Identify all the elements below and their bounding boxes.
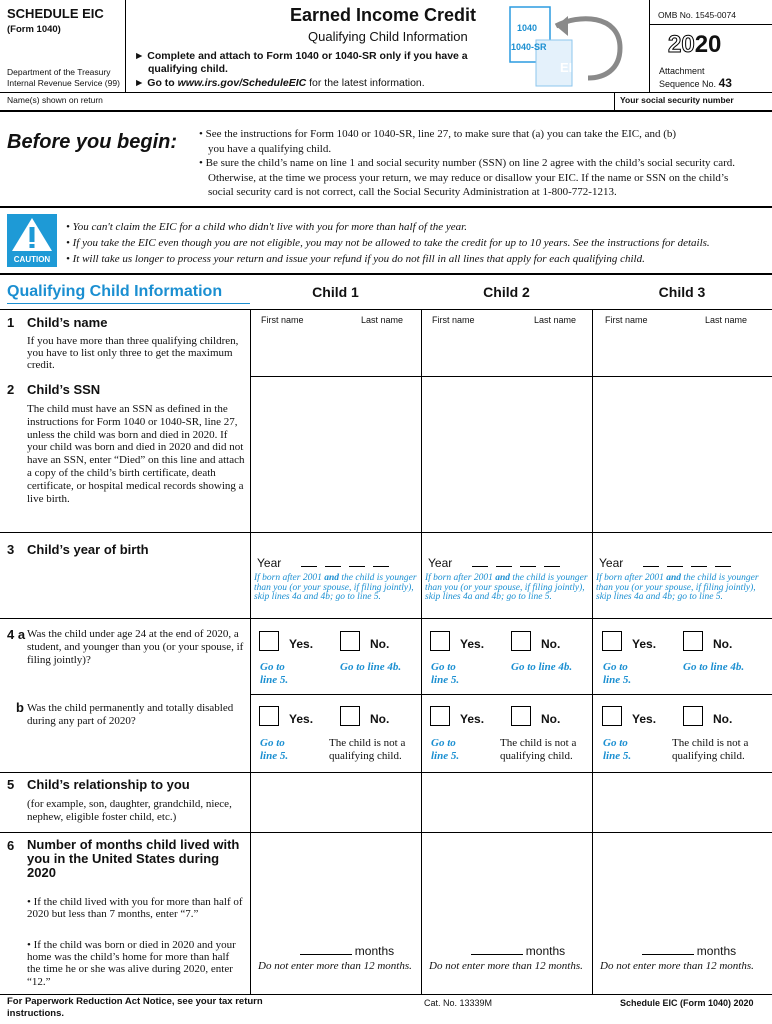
child-2-4b-no-label: No. (541, 712, 561, 726)
child-3-name-field[interactable]: First name Last name (605, 315, 748, 325)
child-3-4b-not-qualifying: The child is not a qualifying child. (672, 737, 749, 762)
child-1-4a-yes-label: Yes. (289, 637, 314, 651)
line-5-title: Child’s relationship to you (27, 777, 190, 792)
caution-text: • You can't claim the EIC for a child who didn't live with you for more than half of the year. • If you take the EIC even though you are not eligible, you may not be allowed to take the credit for up to 10 years. See the instructions for details. • It will take us longer to process your return and issue your refund if you do not fill in all lines that apply for each qualifying child. (66, 221, 710, 265)
irs-link[interactable]: www.irs.gov/ScheduleEIC (177, 77, 307, 89)
child-2-4b-not-qualifying: The child is not a qualifying child. (500, 737, 577, 762)
line-3-number: 3 (7, 542, 15, 557)
sequence-label: Sequence No. 43 (659, 76, 732, 90)
line-6-title: Number of months child lived with you in the United States during 2020 (27, 837, 240, 880)
child-3-header: Child 3 (658, 284, 706, 300)
child-3-4a-no-label: No. (713, 637, 733, 651)
line-6-bullet-2: • If the child was born or died in 2020 and your home was the child’s home for more than half the time he or she was alive during 2020, enter “12.” (27, 939, 236, 988)
attach-instruction-cont: qualifying child. (148, 63, 228, 75)
child-3-ssn-field[interactable] (593, 377, 772, 532)
line-4b-description: Was the child permanently and totally disabled during any part of 2020? (27, 702, 234, 727)
child-1-4b-not-qualifying: The child is not a qualifying child. (329, 737, 406, 762)
child-1-4a-yes-goto: Go to line 5. (260, 661, 289, 686)
footer-form-reference: Schedule EIC (Form 1040) 2020 (620, 998, 754, 1008)
child-2-relationship-field[interactable] (422, 773, 592, 832)
child-3-4b-yes-checkbox[interactable] (602, 706, 622, 726)
child-1-4b-yes-checkbox[interactable] (259, 706, 279, 726)
line-6-bullet-1: • If the child lived with you for more than half of 2020 but less than 7 months, enter “7.” (27, 896, 243, 921)
line-1-number: 1 (7, 315, 15, 330)
line-5-number: 5 (7, 777, 15, 792)
website-instruction: ► Go to www.irs.gov/ScheduleEIC for the latest information. (134, 77, 425, 89)
child-3-year-input[interactable] (643, 557, 739, 570)
form-number: (Form 1040) (7, 24, 61, 35)
child-2-4a-no-label: No. (541, 637, 561, 651)
line-4a-description: Was the child under age 24 at the end of 2020, a student, and younger than you (or your spouse, if filing jointly)? (27, 628, 244, 666)
child-1-4a-yes-checkbox[interactable] (259, 631, 279, 651)
child-2-header: Child 2 (483, 284, 530, 300)
child-3-months-field[interactable]: months (642, 944, 736, 958)
line-5-description: (for example, son, daughter, grandchild, niece, nephew, eligible foster child, etc.) (27, 798, 232, 823)
child-2-4b-yes-label: Yes. (460, 712, 485, 726)
paperwork-notice: For Paperwork Reduction Act Notice, see your tax return instructions. (7, 996, 263, 1019)
line-4b-number: b (16, 700, 24, 715)
child-2-name-field[interactable]: First name Last name (432, 315, 577, 325)
names-on-return-field[interactable] (125, 93, 613, 109)
form-1040-icon-label: 1040 (517, 23, 538, 33)
child-1-months-field[interactable]: months (300, 944, 394, 958)
line-2-title: Child’s SSN (27, 382, 101, 397)
child-1-header: Child 1 (312, 284, 359, 300)
names-on-return-label: Name(s) shown on return (7, 95, 103, 105)
child-2-4a-no-goto: Go to line 4b. (511, 661, 573, 673)
eic-icon-label: EIC (560, 60, 582, 75)
child-1-born-after-note: If born after 2001 and the child is younger than you (or your spouse, if filing jointly), skip lines 4a and 4b; go to line 5. (254, 573, 417, 602)
child-3-4a-no-goto: Go to line 4b. (683, 661, 745, 673)
caution-badge: CAUTION (7, 214, 57, 267)
child-1-year-input[interactable] (301, 557, 397, 570)
child-2-4a-yes-checkbox[interactable] (430, 631, 450, 651)
child-2-year-input[interactable] (472, 557, 568, 570)
child-3-4b-no-label: No. (713, 712, 733, 726)
child-3-4b-no-checkbox[interactable] (683, 706, 703, 726)
child-2-4b-no-checkbox[interactable] (511, 706, 531, 726)
child-3-born-after-note: If born after 2001 and the child is younger than you (or your spouse, if filing jointly), skip lines 4a and 4b; go to line 5. (596, 573, 759, 602)
line-1-description: If you have more than three qualifying children, you have to list only three to get the maximum credit. (27, 335, 239, 371)
child-1-birth-year: Year If born after 2001 and the child is younger than you (or your spouse, if filing jointly), skip lines 4a and 4b; go to line 5. (251, 533, 421, 618)
catalog-number: Cat. No. 13339M (424, 998, 493, 1008)
agency: Internal Revenue Service (99) (7, 78, 120, 88)
child-1-4b-no-checkbox[interactable] (340, 706, 360, 726)
child-3-birth-year: Year If born after 2001 and the child is younger than you (or your spouse, if filing jointly), skip lines 4a and 4b; go to line 5. (593, 533, 772, 618)
form-title: Earned Income Credit (290, 5, 477, 25)
child-2-ssn-field[interactable] (422, 377, 592, 532)
child-1-4a-no-label: No. (370, 637, 390, 651)
tax-year: 2020 (668, 31, 722, 58)
attach-instruction: ► Complete and attach to Form 1040 or 1040-SR only if you have a (134, 50, 468, 62)
line-6-number: 6 (7, 838, 15, 853)
schedule-name: SCHEDULE EIC (7, 6, 104, 21)
line-1-title: Child’s name (27, 315, 108, 330)
line-2-number: 2 (7, 382, 15, 397)
child-3-4a-yes-checkbox[interactable] (602, 631, 622, 651)
before-you-begin-heading: Before you begin: (7, 131, 178, 153)
qualifying-child-heading: Qualifying Child Information (7, 283, 223, 300)
child-1-name-field[interactable]: First name Last name (261, 315, 404, 325)
before-you-begin-notes: • See the instructions for Form 1040 or 1040-SR, line 27, to make sure that (a) you can take the EIC, and (b) you have a qualifying child. • Be sure the child’s name on line 1 and social security number (SSN) on line 2 agree with the child’s social security card. Otherwise, at the time we process your return, we may reduce or disallow your EIC. If the name or SSN on the child’s social security card is not correct, call the Social Security Administration at 1-800-772-1213. (199, 128, 735, 198)
child-3-months-note: Do not enter more than 12 months. (600, 960, 754, 972)
child-2-months-field[interactable]: months (471, 944, 565, 958)
child-3-4a-yes-goto: Go to line 5. (603, 661, 632, 686)
child-2-4b-yes-checkbox[interactable] (430, 706, 450, 726)
form-subtitle: Qualifying Child Information (308, 29, 468, 44)
child-1-4b-yes-label: Yes. (289, 712, 314, 726)
line-4a-number: 4 a (7, 627, 26, 642)
child-3-4a-no-checkbox[interactable] (683, 631, 703, 651)
child-1-4a-no-goto: Go to line 4b. (340, 661, 402, 673)
attachment-label: Attachment (659, 66, 705, 76)
department: Department of the Treasury (7, 67, 111, 77)
child-3-4b-yes-goto: Go to line 5. (603, 737, 632, 762)
child-2-birth-year: Year If born after 2001 and the child is younger than you (or your spouse, if filing jointly), skip lines 4a and 4b; go to line 5. (422, 533, 592, 618)
form-1040sr-icon-label: 1040-SR (511, 42, 547, 52)
line-2-description: The child must have an SSN as defined in the instructions for Form 1040 or 1040-SR, line 27, unless the child was born and died in 2020. If your child was born and died in 2020 and did not have an SSN, enter “Died” on this line and attach a copy of the child’s birth certificate, death certificate, or hospital medical records showing a live birth. (27, 403, 245, 505)
warning-triangle-icon (7, 214, 57, 254)
child-2-4a-yes-goto: Go to line 5. (431, 661, 460, 686)
child-1-ssn-field[interactable] (251, 377, 421, 532)
child-2-4a-yes-label: Yes. (460, 637, 485, 651)
child-1-4a-no-checkbox[interactable] (340, 631, 360, 651)
child-1-4b-yes-goto: Go to line 5. (260, 737, 289, 762)
child-1-months-note: Do not enter more than 12 months. (258, 960, 412, 972)
child-2-4b-yes-goto: Go to line 5. (431, 737, 460, 762)
child-3-relationship-field[interactable] (593, 773, 772, 832)
child-3-4b-yes-label: Yes. (632, 712, 657, 726)
omb-number: OMB No. 1545-0074 (658, 10, 736, 20)
child-1-relationship-field[interactable] (251, 773, 421, 832)
child-2-born-after-note: If born after 2001 and the child is younger than you (or your spouse, if filing jointly), skip lines 4a and 4b; go to line 5. (425, 573, 588, 602)
child-3-4a-yes-label: Yes. (632, 637, 657, 651)
child-2-months-note: Do not enter more than 12 months. (429, 960, 583, 972)
child-2-4a-no-checkbox[interactable] (511, 631, 531, 651)
ssn-label: Your social security number (620, 95, 734, 105)
child-1-4b-no-label: No. (370, 712, 390, 726)
line-3-title: Child’s year of birth (27, 542, 149, 557)
